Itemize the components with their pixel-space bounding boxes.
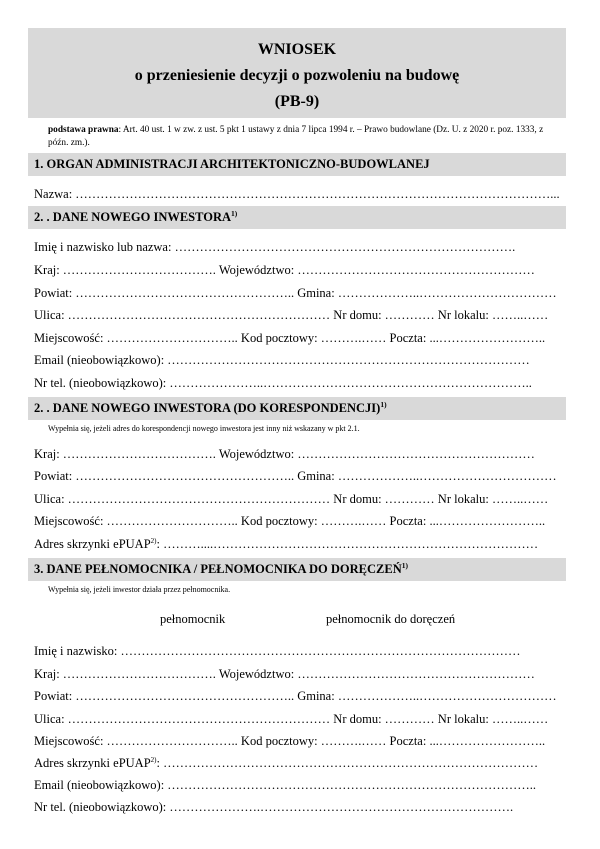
section-2b-header <box>28 397 566 420</box>
form-header <box>28 28 566 118</box>
section-1-header <box>28 153 566 176</box>
form-title: WNIOSEK <box>257 41 337 58</box>
proxy-email-field[interactable]: Email (nieobowiązkowo): …………………………………………………………………………….. <box>34 778 537 792</box>
corr-epuap-dots: : ………....…………………………………………………………………… <box>156 537 539 551</box>
proxy-country-region-field[interactable]: Kraj: ………………………………. Województwo: ………………………………………………… <box>34 667 535 681</box>
corr-epuap-footnote: 2) <box>150 537 157 545</box>
proxy-name-field[interactable]: Imię i nazwisko: …………………………………………………………………………………… <box>34 644 521 658</box>
option-delivery-proxy[interactable]: pełnomocnik do doręczeń <box>326 612 456 626</box>
proxy-city-postal-field[interactable]: Miejscowość: ………………………….. Kod pocztowy: ……….…… Poczta: ...…………………….. <box>34 734 546 748</box>
legal-basis-text: : Art. 40 ust. 1 w zw. z ust. 5 pkt 1 ustawy z dnia 7 lipca 1994 r. – Prawo budowlane (Dz. U. z 2020 r. poz. 1333, z późn. zm.). <box>48 125 544 148</box>
proxy-county-commune-field[interactable]: Powiat: …………………………………………….. Gmina: ………………..…………………………… <box>34 689 557 703</box>
proxy-epuap-footnote: 2) <box>150 756 157 764</box>
section-3-note: Wypełnia się, jeżeli inwestor działa przez pełnomocnika. <box>48 585 231 594</box>
section-2b-title: 2. . DANE NOWEGO INWESTORA (DO KORESPONDENCJI) <box>34 401 381 415</box>
section-3-title: 3. DANE PEŁNOMOCNIKA / PEŁNOMOCNIKA DO DORĘCZEŃ <box>34 562 402 576</box>
proxy-epuap-field[interactable] <box>34 755 564 771</box>
section-2-footnote: 1) <box>231 209 238 218</box>
legal-basis-label: podstawa prawna <box>48 125 119 135</box>
form-subtitle: o przeniesienie decyzji o pozwoleniu na budowę <box>134 67 460 84</box>
corr-city-postal-field[interactable]: Miejscowość: ………………………….. Kod pocztowy: ……….…… Poczta: ...…………………….. <box>34 514 546 528</box>
investor-name-field[interactable]: Imię i nazwisko lub nazwa: ………………………………………………………………………. <box>34 240 516 254</box>
section-3-header <box>28 558 566 581</box>
section-3-footnote: 1) <box>401 561 408 570</box>
section-2b-footnote: 1) <box>380 400 387 409</box>
form-code: (PB-9) <box>274 93 320 110</box>
section-2-title: 2. . DANE NOWEGO INWESTORA <box>34 210 232 224</box>
corr-epuap-field[interactable] <box>34 536 564 552</box>
corr-country-region-field[interactable]: Kraj: ………………………………. Województwo: ………………………………………………… <box>34 447 535 461</box>
section-1-title: 1. ORGAN ADMINISTRACJI ARCHITEKTONICZNO-BUDOWLANEJ <box>34 157 430 171</box>
investor-county-commune-field[interactable]: Powiat: …………………………………………….. Gmina: ………………..…………………………… <box>34 286 557 300</box>
option-proxy[interactable]: pełnomocnik <box>160 612 226 626</box>
investor-email-field[interactable]: Email (nieobowiązkowo): …………………………………………………………………………… <box>34 353 530 367</box>
investor-street-field[interactable]: Ulica: ……………………………………………………… Nr domu: ………… Nr lokalu: ……..…… <box>34 308 549 322</box>
proxy-epuap-label: Adres skrzynki ePUAP <box>34 756 151 770</box>
corr-epuap-label: Adres skrzynki ePUAP <box>34 537 151 551</box>
investor-phone-field[interactable]: Nr tel. (nieobowiązkowo): …………………..……………………………………………………….. <box>34 376 532 390</box>
investor-country-region-field[interactable]: Kraj: ………………………………. Województwo: ………………………………………………… <box>34 263 535 277</box>
proxy-phone-field[interactable]: Nr tel. (nieobowiązkowo): ………………….……………………………………………………. <box>34 800 514 814</box>
investor-city-postal-field[interactable]: Miejscowość: ………………………….. Kod pocztowy: ……….…… Poczta: ...…………………….. <box>34 331 546 345</box>
corr-county-commune-field[interactable]: Powiat: …………………………………………….. Gmina: ………………..…………………………… <box>34 469 557 483</box>
organ-name-field[interactable]: Nazwa: ……………………………………………………………………………………………………... <box>34 187 560 201</box>
legal-basis <box>48 124 560 150</box>
section-2-header <box>28 206 566 229</box>
proxy-epuap-dots: : ……………………………………………………………………………… <box>156 756 539 770</box>
section-2b-note: Wypełnia się, jeżeli adres do korespondencji nowego inwestora jest inny niż wskazany w pkt 2.1. <box>48 424 360 433</box>
proxy-street-field[interactable]: Ulica: ……………………………………………………… Nr domu: ………… Nr lokalu: ……..…… <box>34 712 549 726</box>
corr-street-field[interactable]: Ulica: ……………………………………………………… Nr domu: ………… Nr lokalu: ……..…… <box>34 492 549 506</box>
